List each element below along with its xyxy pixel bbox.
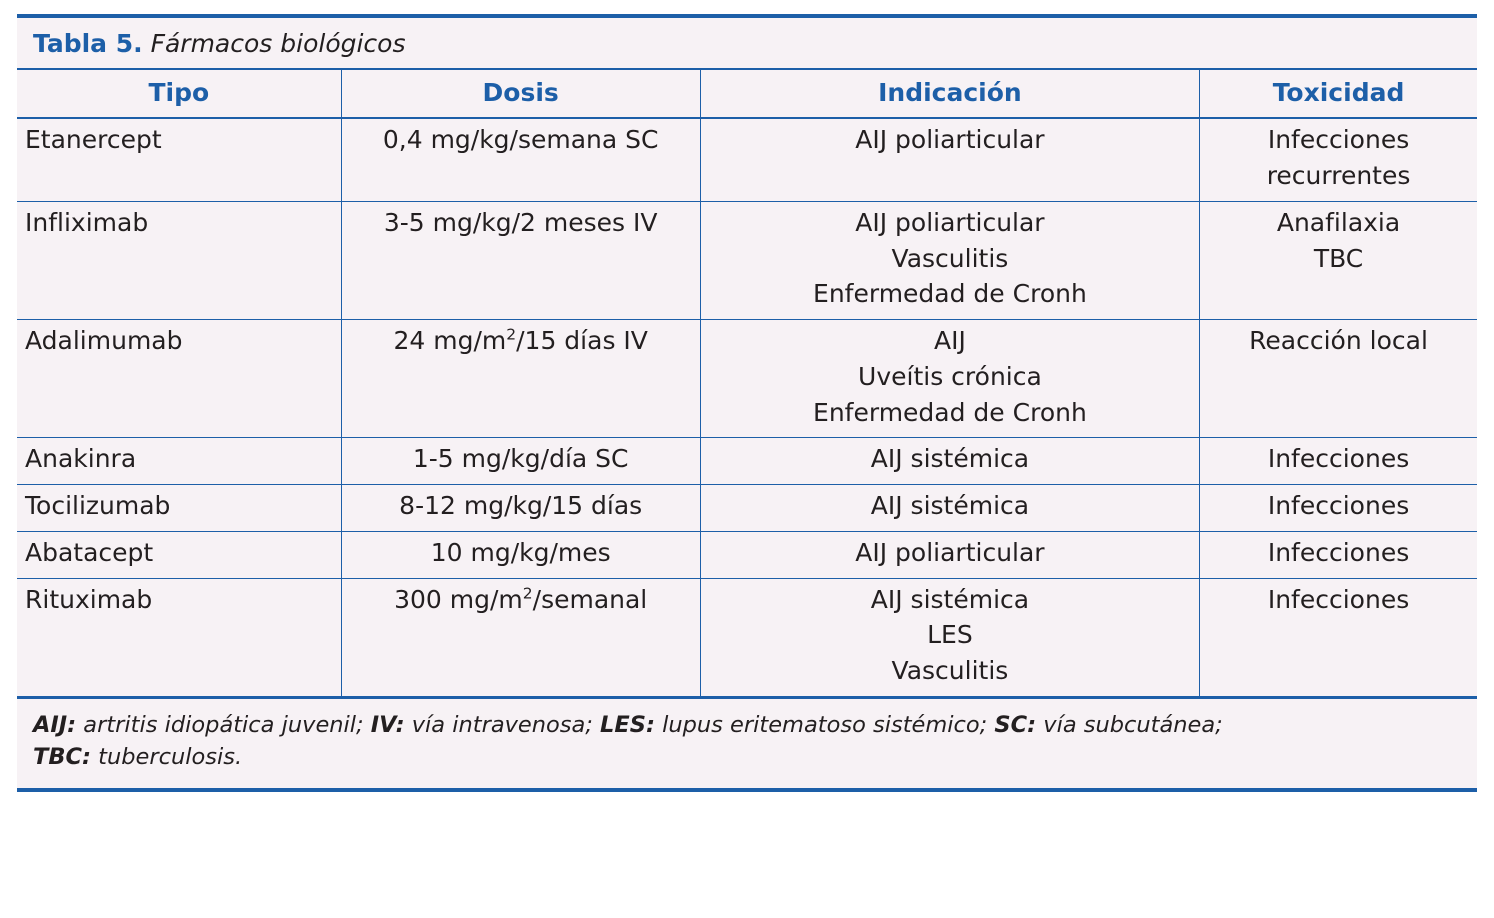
cell-line: TBC bbox=[1313, 243, 1364, 273]
cell-dosis bbox=[341, 578, 700, 696]
table-row bbox=[17, 578, 1477, 696]
cell-line: 8-12 mg/kg/15 días bbox=[399, 491, 643, 520]
cell-line: Vasculitis bbox=[891, 656, 1009, 685]
cell-line: 24 $mg/m^2/15$ días IV bbox=[393, 325, 648, 355]
cell-line: AIJ bbox=[933, 326, 966, 355]
cell-tipo: Etanercept bbox=[17, 118, 341, 201]
cell-dosis bbox=[341, 531, 700, 578]
cell-tipo: Abatacept bbox=[17, 531, 341, 578]
cell-line: Reacción local bbox=[1249, 326, 1428, 355]
cell-line: Enfermedad de Cronh bbox=[813, 397, 1087, 427]
cell-tipo: Rituximab bbox=[17, 578, 341, 696]
footnote-text-aij: artritis idiopática juvenil; bbox=[76, 711, 371, 738]
column-header-dosis: Dosis bbox=[341, 70, 700, 119]
table-header-row bbox=[17, 70, 1477, 119]
cell-line: recurrentes bbox=[1266, 161, 1411, 190]
column-header-indicacion: Indicación bbox=[700, 70, 1199, 119]
column-header-toxicidad: Toxicidad bbox=[1200, 70, 1477, 119]
footnote-abbr-sc: SC: bbox=[994, 711, 1037, 738]
cell-line: 3-5 mg/kg/2 meses IV bbox=[383, 207, 658, 237]
table-footnote bbox=[17, 697, 1477, 788]
caption-text: Fármacos biológicos bbox=[150, 29, 406, 58]
cell-tipo: Infliximab bbox=[17, 201, 341, 319]
cell-line: AIJ sistémica bbox=[870, 491, 1030, 520]
table-row bbox=[17, 438, 1477, 485]
cell-dosis bbox=[341, 118, 700, 201]
cell-line: 300 $mg/m^2$/semanal bbox=[394, 584, 648, 614]
cell-line: Infecciones bbox=[1267, 491, 1410, 520]
cell-line: Vasculitis bbox=[891, 243, 1009, 273]
column-header-tipo: Tipo bbox=[17, 70, 341, 119]
table-figure bbox=[17, 14, 1477, 792]
cell-line: AIJ poliarticular bbox=[855, 537, 1045, 567]
cell-line: Infecciones bbox=[1267, 125, 1410, 155]
footnote-text-iv: vía intravenosa; bbox=[404, 711, 601, 738]
footnote-text-les: lupus eritematoso sistémico; bbox=[654, 711, 995, 738]
cell-toxicidad bbox=[1200, 438, 1477, 485]
cell-line: 0,4 mg/kg/semana SC bbox=[382, 125, 659, 155]
table-caption bbox=[17, 18, 1477, 70]
cell-indicacion bbox=[700, 485, 1199, 532]
cell-toxicidad bbox=[1200, 578, 1477, 696]
cell-line: Infecciones bbox=[1267, 444, 1410, 474]
cell-toxicidad bbox=[1200, 320, 1477, 438]
cell-line: 10 mg/kg/mes bbox=[430, 537, 611, 567]
footnote-abbr-iv: IV: bbox=[370, 711, 405, 738]
cell-dosis bbox=[341, 201, 700, 319]
table-row bbox=[17, 531, 1477, 578]
cell-toxicidad bbox=[1200, 531, 1477, 578]
cell-toxicidad bbox=[1200, 201, 1477, 319]
cell-tipo: Tocilizumab bbox=[17, 485, 341, 532]
biologics-table bbox=[17, 70, 1477, 697]
cell-dosis bbox=[341, 438, 700, 485]
table-row bbox=[17, 201, 1477, 319]
cell-line: Infecciones bbox=[1267, 537, 1410, 567]
cell-indicacion bbox=[700, 438, 1199, 485]
cell-line: Infecciones bbox=[1267, 584, 1410, 614]
table-row bbox=[17, 118, 1477, 201]
cell-toxicidad bbox=[1200, 118, 1477, 201]
footnote-abbr-aij: AIJ: bbox=[33, 711, 77, 738]
cell-line: 1-5 mg/kg/día SC bbox=[412, 444, 629, 474]
cell-tipo: Anakinra bbox=[17, 438, 341, 485]
footnote-text-sc: vía subcutánea; bbox=[1036, 711, 1223, 738]
footnote-abbr-les: LES: bbox=[600, 711, 655, 738]
caption-label: Tabla 5. bbox=[33, 29, 143, 58]
cell-line: AIJ sistémica bbox=[870, 444, 1030, 474]
cell-toxicidad bbox=[1200, 485, 1477, 532]
table-row bbox=[17, 320, 1477, 438]
cell-line: AIJ sistémica bbox=[870, 584, 1030, 614]
cell-indicacion bbox=[700, 118, 1199, 201]
cell-line: Uveítis crónica bbox=[858, 361, 1042, 391]
cell-line: LES bbox=[927, 620, 973, 650]
cell-indicacion bbox=[700, 531, 1199, 578]
footnote-abbr-tbc: TBC: bbox=[33, 744, 92, 771]
footnote-text-tbc: tuberculosis. bbox=[91, 744, 243, 771]
cell-line: AIJ poliarticular bbox=[855, 125, 1045, 155]
cell-indicacion bbox=[700, 578, 1199, 696]
cell-line: AIJ poliarticular bbox=[855, 207, 1045, 237]
cell-indicacion bbox=[700, 320, 1199, 438]
cell-indicacion bbox=[700, 201, 1199, 319]
cell-dosis bbox=[341, 485, 700, 532]
cell-tipo: Adalimumab bbox=[17, 320, 341, 438]
table-row bbox=[17, 485, 1477, 532]
cell-line: Anafilaxia bbox=[1276, 207, 1401, 237]
cell-dosis bbox=[341, 320, 700, 438]
table-body bbox=[17, 118, 1477, 696]
cell-line: Enfermedad de Cronh bbox=[813, 279, 1087, 309]
